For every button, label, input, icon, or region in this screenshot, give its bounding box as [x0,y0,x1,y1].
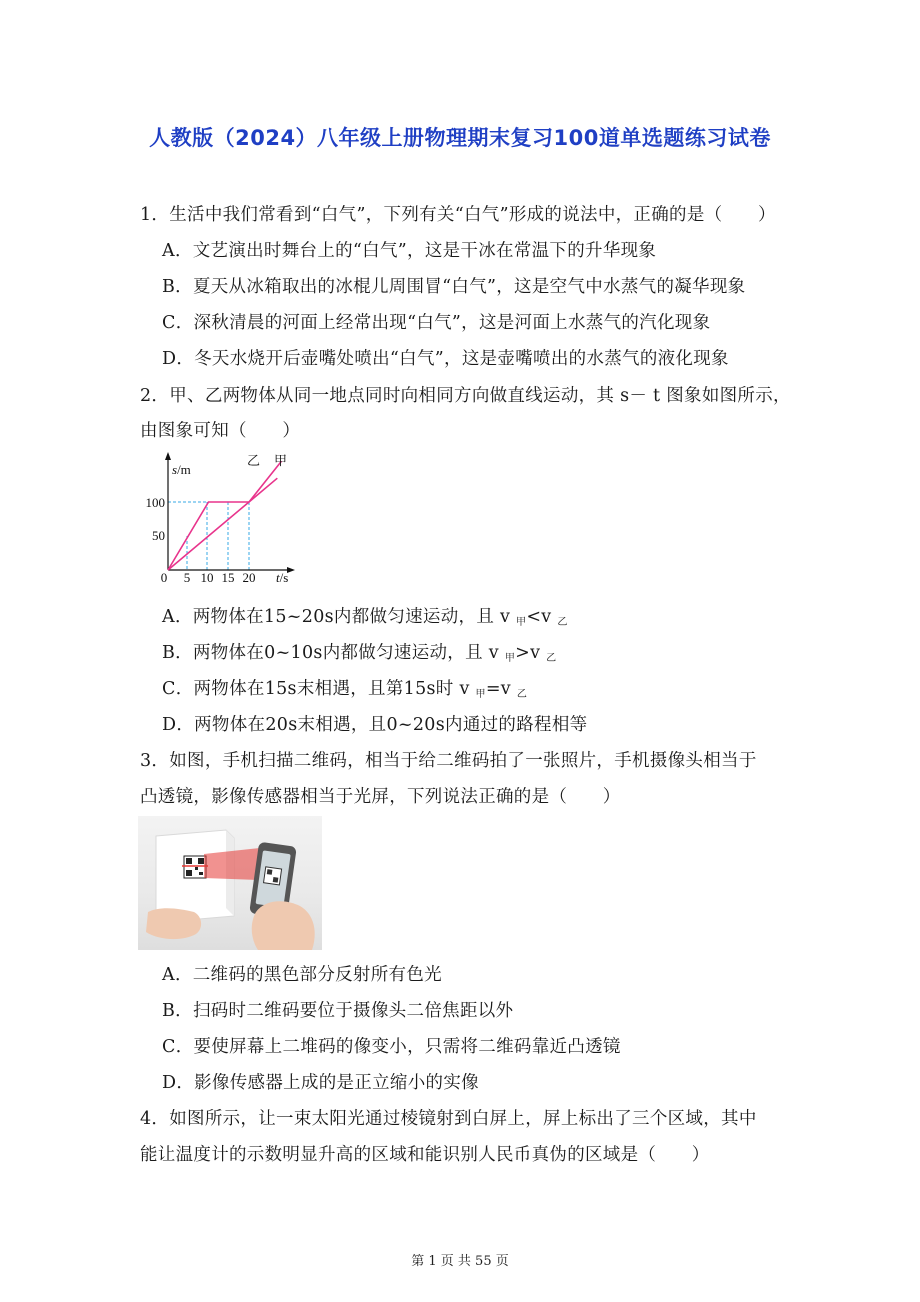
q2-option-a: A．两物体在15~20s内都做匀速运动，且 v $_甲$<v $_乙$ [162,607,568,628]
q1-stem: 1．生活中我们常看到“白气”，下列有关“白气”形成的说法中，正确的是（ ） [140,205,776,225]
q2-option-c: C．两物体在15s末相遇，且第15s时 v $_甲$=v $_乙$ [162,679,528,700]
qr-code-on-box [184,856,206,878]
q4-stem-line1: 4．如图所示，让一束太阳光通过棱镜射到白屏上，屏上标出了三个区域，其中 [140,1109,757,1129]
y-tick-50: 50 [152,528,165,543]
x-tick-10: 10 [200,570,214,585]
q1-option-b: B．夏天从冰箱取出的冰棍儿周围冒“白气”，这是空气中水蒸气的凝华现象 [162,277,746,297]
y-axis-arrow [165,452,171,460]
left-hand [146,908,201,939]
s-t-graph [138,446,298,588]
series-label-yi: 乙 [247,454,261,469]
x-axis-label: t/s [276,570,289,585]
q3-stem-line2: 凸透镜，影像传感器相当于光屏，下列说法正确的是（ ） [140,787,621,807]
q1-option-c: C．深秋清晨的河面上经常出现“白气”，这是河面上水蒸气的汽化现象 [162,313,711,333]
q3-option-d: D．影像传感器上成的是正立缩小的实像 [162,1073,479,1093]
q2-option-d: D．两物体在20s末相遇，且0~20s内通过的路程相等 [162,715,588,735]
q3-option-b: B．扫码时二维码要位于摄像头二倍焦距以外 [162,1001,514,1021]
qr-scan-illustration [138,816,322,950]
x-tick-0: 0 [160,570,168,585]
series-label-jia: 甲 [274,454,288,469]
page-footer: 第 1 页 共 55 页 [411,1254,509,1269]
y-axis-label: s/m [172,462,191,477]
q3-stem-line1: 3．如图，手机扫描二维码，相当于给二维码拍了一张照片，手机摄像头相当于 [140,751,757,771]
q2-stem-line2: 由图象可知（ ） [140,421,301,441]
q3-option-a: A．二维码的黑色部分反射所有色光 [162,965,442,985]
x-tick-15: 15 [221,570,235,585]
q3-option-c: C．要使屏幕上二堆码的像变小，只需将二维码靠近凸透镜 [162,1037,621,1057]
y-tick-100: 100 [145,495,165,510]
q1-option-d: D．冬天水烧开后壶嘴处喷出“白气”，这是壶嘴喷出的水蒸气的液化现象 [162,349,729,369]
q1-option-a: A．文艺演出时舞台上的“白气”，这是干冰在常温下的升华现象 [162,241,657,261]
q2-option-b: B．两物体在0~10s内都做匀速运动，且 v $_甲$>v $_乙$ [162,643,557,664]
x-tick-20: 20 [242,570,256,585]
x-tick-5: 5 [183,570,191,585]
series-line-jia [168,478,277,570]
right-hand [252,901,315,950]
qr-scan-photo [138,816,322,950]
q2-stem-line1: 2．甲、乙两物体从同一地点同时向相同方向做直线运动，其 s－ t 图象如图所示， [140,386,791,406]
series-line-yi [168,461,281,570]
page-title: 人教版（2024）八年级上册物理期末复习100道单选题练习试卷 [149,126,771,150]
q4-stem-line2: 能让温度计的示数明显升高的区域和能识别人民币真伪的区域是（ ） [140,1145,710,1165]
